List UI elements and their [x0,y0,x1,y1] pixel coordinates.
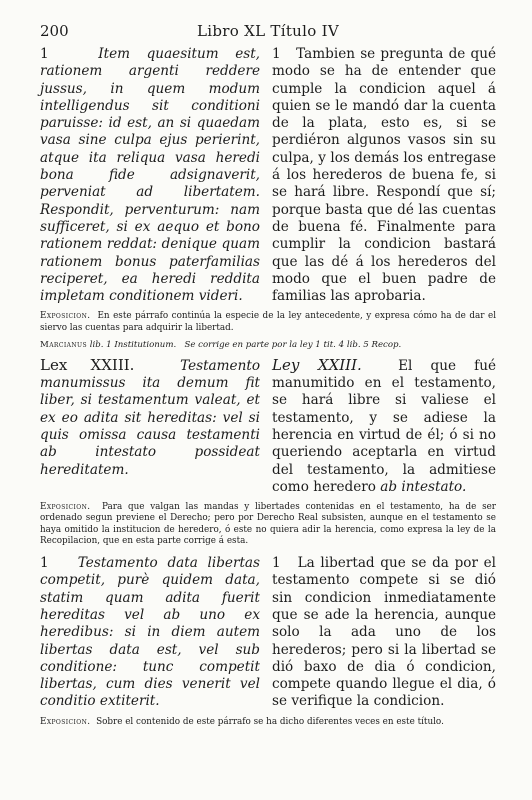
exposicion-note [40,502,496,547]
running-head: Libro XL Título IV [197,22,339,40]
section-3 [40,555,496,711]
page-number: 200 [40,22,69,40]
latin-column [40,555,260,711]
reference-author: Marcianus [40,339,87,350]
reference-citation: lib. 1 Institutionum. [89,339,177,350]
exposicion-label: Exposicion. [40,502,91,513]
spanish-text: El que fué manumitido en el testamento, se hará libre si valiese el testamento, y se adiese la herencia en virtud de él; ó si no queriendo aceptarla en virtud del testamento, la admitiese como heredero [272,357,496,495]
section-2 [40,357,496,496]
latin-column [40,46,260,305]
paragraph-number: 1 [40,46,49,62]
exposicion-note [40,717,496,728]
spanish-column [272,555,496,711]
spanish-text-italic: ab intestato. [380,478,467,495]
latin-text: Testamento data libertas competit, purè quidem data, statim quam adita fuerit hereditas vel ab uno ex heredibus: si in diem autem libertas data est, vel sub conditione: tunc competit libertas, cum dies venerit vel conditio extiterit. [40,555,261,710]
exposicion-text: Para que valgan las mandas y libertades contenidas en el testamento, ha de ser ordenado segun previene el Derecho; pero por Derecho Real subsisten, aunque en el testamento se haya omitido la institucion de heredero, ó este no quiera adir la herencia, como expresa la ley de la Recopilacion, que en esta parte corrige á esta. [40,502,496,546]
spanish-text: La libertad que se da por el testamento compete si se dió sin condicion inmediatamente que se ade la herencia, aunque solo la ada uno de los herederos; pero si la libertad se dió baxo de dia ó condicion, compete quando llegue el dia, ó se verifique la condicion. [272,555,496,710]
latin-text: Testamento manumissus ita demum fit liber, si testamentum valeat, et ex eo adita sit hereditas: vel si quis omissa causa testamenti ab intestato possideat hereditatem. [40,357,260,478]
spanish-column [272,46,496,305]
paragraph-number: 1 [272,555,281,572]
exposicion-text: En este párrafo continúa la especie de la ley antecedente, y expresa cómo ha de dar el siervo las cuentas para adquirir la libertad. [40,311,497,333]
exposicion-label: Exposicion. [40,311,91,322]
source-reference [40,340,496,351]
paragraph-number: 1 [272,46,281,62]
section-1 [40,46,496,305]
exposicion-text: Sobre el contenido de este párrafo se ha dicho diferentes veces en este título. [96,716,444,727]
exposicion-note [40,311,496,333]
law-heading: Lex XXIII. [40,355,135,374]
book-page [40,22,496,732]
reference-note: Se corrige en parte por la ley 1 tit. 4 lib. 5 Recop. [184,339,402,350]
law-heading: Ley XXIII. [272,355,362,374]
exposicion-label: Exposicion. [40,716,91,727]
spanish-text: Tambien se pregunta de qué modo se ha de entender que cumple la condicion aquel á quien se le mandó dar la cuenta de la plata, esto es, si se perdiéron algunos vasos sin su culpa, y los demás los entregase á los herederos de buena fe, si se hará libre. Respondí que sí; porque basta que dé las cuentas de buena fé. Finalmente para cumplir la condicion bastará que las dé á los herederos del modo que el buen padre de familias las aprobaria. [272,46,496,305]
latin-column [40,357,260,496]
page-header [40,22,496,46]
latin-text: Item quaesitum est, rationem argenti reddere jussus, in quem modum intelligendus sit conditioni paruisse: id est, an si quaedam vasa sine culpa ejus perierint, atque ita reliqua vasa heredi bona fide adsignaverit, perveniat ad libertatem. Respondit, perventurum: nam sufficeret, si ex aequo et bono rationem reddat: denique quam rationem bonus paterfamilias reciperet, ea heredi reddita impletam conditionem videri. [40,46,260,305]
spanish-column [272,357,496,496]
paragraph-number: 1 [40,555,49,572]
